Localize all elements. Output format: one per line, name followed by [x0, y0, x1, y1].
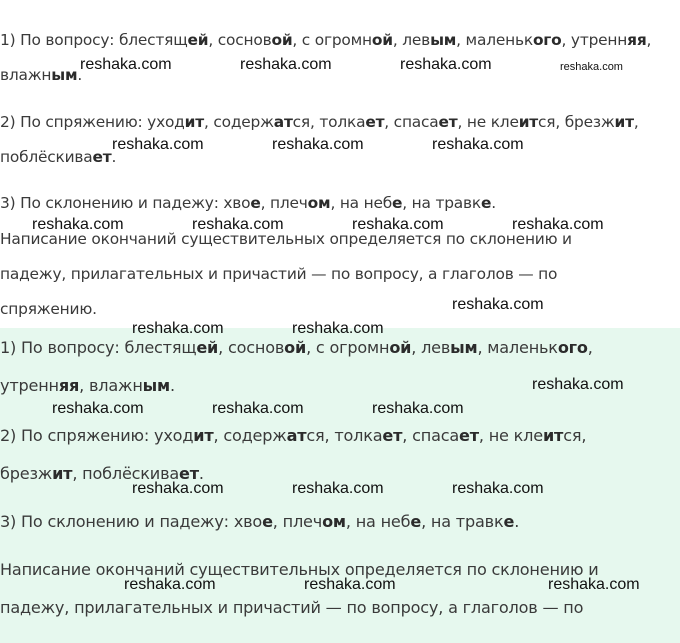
watermark: reshaka.com	[548, 576, 640, 593]
watermark: reshaka.com	[512, 216, 604, 233]
s1-paragraph-conjugation-line2: поблёскивает.	[0, 148, 117, 166]
watermark: reshaka.com	[432, 136, 524, 153]
watermark: reshaka.com	[52, 400, 144, 417]
s1-paragraph-question-line2: влажным.	[0, 66, 83, 84]
s2-paragraph-conjugation-line1: 2) По спряжению: уходит, содержатся, толкает, спасает, не клеится,	[0, 426, 587, 445]
watermark: reshaka.com	[292, 320, 384, 337]
watermark: reshaka.com	[272, 136, 364, 153]
s1-paragraph-question-line1: 1) По вопросу: блестящей, сосновой, с огромной, левым, маленького, утренняя,	[0, 31, 652, 49]
watermark: reshaka.com	[532, 376, 624, 393]
s1-paragraph-declension: 3) По склонению и падежу: хвое, плечом, на небе, на травке.	[0, 194, 496, 212]
watermark: reshaka.com	[132, 480, 224, 497]
watermark: reshaka.com	[372, 400, 464, 417]
watermark: reshaka.com	[452, 296, 544, 313]
watermark: reshaka.com	[400, 56, 492, 73]
watermark: reshaka.com	[452, 480, 544, 497]
s1-paragraph-conjugation-line1: 2) По спряжению: уходит, содержатся, толкает, спасает, не клеится, брезжит,	[0, 113, 639, 131]
watermark: reshaka.com	[352, 216, 444, 233]
watermark: reshaka.com	[80, 56, 172, 73]
s2-paragraph-declension: 3) По склонению и падежу: хвое, плечом, на небе, на травке.	[0, 512, 520, 531]
s2-paragraph-question-line1: 1) По вопросу: блестящей, сосновой, с огромной, левым, маленького,	[0, 338, 593, 357]
watermark: reshaka.com	[560, 61, 623, 73]
watermark: reshaka.com	[304, 576, 396, 593]
s1-summary-line2: падежу, прилагательных и причастий — по вопросу, а глаголов — по	[0, 265, 558, 283]
s1-summary-line1: Написание окончаний существительных определяется по склонению и	[0, 230, 572, 248]
watermark: reshaka.com	[112, 136, 204, 153]
watermark: reshaka.com	[240, 56, 332, 73]
watermark: reshaka.com	[192, 216, 284, 233]
watermark: reshaka.com	[124, 576, 216, 593]
s2-paragraph-conjugation-line2: брезжит, поблёскивает.	[0, 464, 204, 483]
s2-summary-line1: Написание окончаний существительных определяется по склонению и	[0, 560, 599, 579]
watermark: reshaka.com	[212, 400, 304, 417]
s1-summary-line3: спряжению.	[0, 300, 97, 318]
watermark: reshaka.com	[292, 480, 384, 497]
s2-paragraph-question-line2: утренняя, влажным.	[0, 376, 175, 395]
s2-summary-line2: падежу, прилагательных и причастий — по вопросу, а глаголов — по	[0, 598, 584, 617]
watermark: reshaka.com	[32, 216, 124, 233]
watermark: reshaka.com	[132, 320, 224, 337]
